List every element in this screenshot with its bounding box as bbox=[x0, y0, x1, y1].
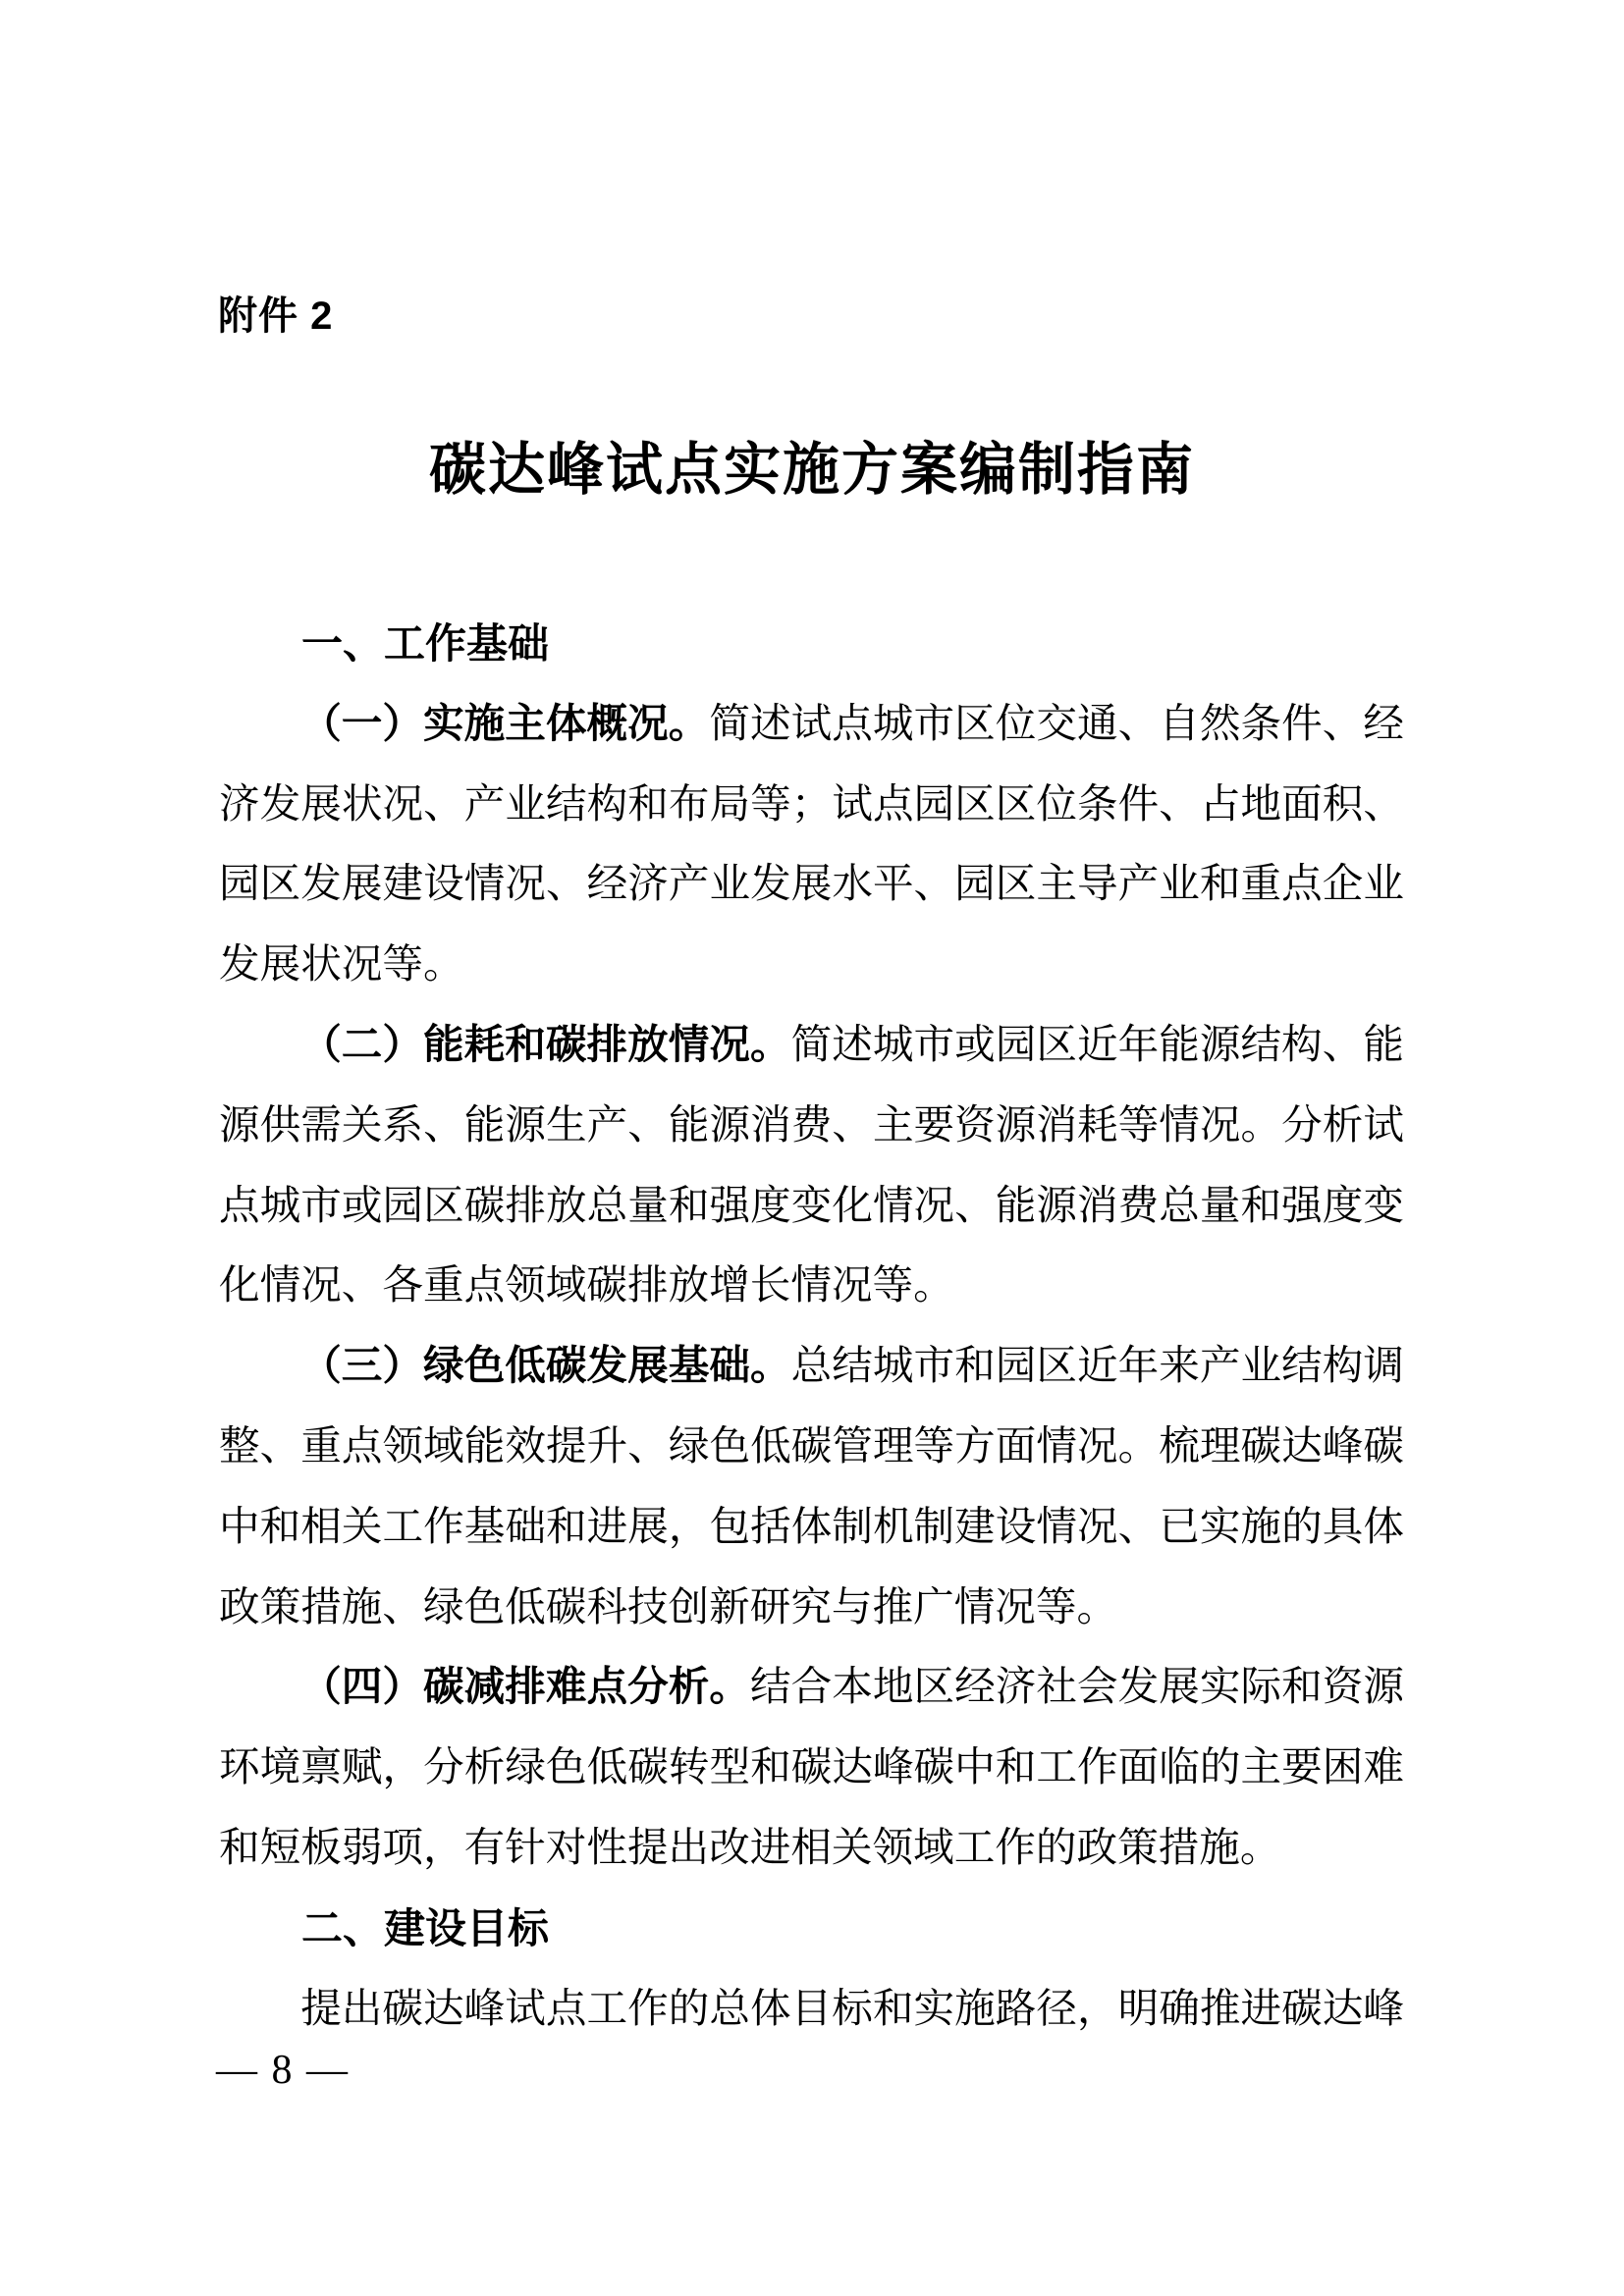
body-line bbox=[219, 1647, 1404, 1728]
line-text: 和短板弱项，有针对性提出改进相关领域工作的政策措施。 bbox=[219, 1824, 1281, 1870]
paragraph-lead: （一）实施主体概况。 bbox=[300, 700, 710, 746]
document-title: 碳达峰试点实施方案编制指南 bbox=[428, 438, 1195, 502]
line-text: 政策措施、绿色低碳科技创新研究与推广情况等。 bbox=[219, 1583, 1118, 1629]
line-text: 化情况、各重点领域碳排放增长情况等。 bbox=[219, 1262, 954, 1308]
line-text: 简述试点城市区位交通、自然条件、经 bbox=[709, 700, 1404, 746]
line-text: 整、重点领域能效提升、绿色低碳管理等方面情况。梳理碳达峰碳 bbox=[219, 1422, 1404, 1468]
body-line bbox=[219, 1166, 1404, 1247]
body-line bbox=[219, 1005, 1404, 1086]
section-heading-2 bbox=[219, 1889, 1404, 1969]
line-text: 中和相关工作基础和进展，包括体制机制建设情况、已实施的具体 bbox=[219, 1503, 1404, 1549]
paragraph-lead: （四）碳减排难点分析。 bbox=[300, 1664, 751, 1710]
line-text: 发展状况等。 bbox=[219, 941, 464, 988]
line-text: 济发展状况、产业结构和布局等；试点园区区位条件、占地面积、 bbox=[219, 780, 1404, 827]
line-text: 园区发展建设情况、经济产业发展水平、园区主导产业和重点企业 bbox=[219, 861, 1404, 907]
paragraph-lead: （三）绿色低碳发展基础。 bbox=[300, 1343, 791, 1389]
line-text: 环境禀赋，分析绿色低碳转型和碳达峰碳中和工作面临的主要困难 bbox=[219, 1744, 1404, 1790]
body-line bbox=[219, 1969, 1404, 2050]
section-heading-text: 一、工作基础 bbox=[301, 620, 550, 667]
attachment-label: 附件 2 bbox=[218, 294, 334, 338]
page-number: — 8 — bbox=[216, 2048, 350, 2093]
body-line bbox=[219, 1728, 1404, 1808]
line-text: 源供需关系、能源生产、能源消费、主要资源消耗等情况。分析试 bbox=[219, 1101, 1404, 1148]
line-text: 提出碳达峰试点工作的总体目标和实施路径，明确推进碳达峰 bbox=[300, 1985, 1404, 2031]
paragraph-lead: （二）能耗和碳排放情况。 bbox=[300, 1021, 791, 1067]
section-heading-text: 二、建设目标 bbox=[301, 1904, 550, 1951]
line-text: 结合本地区经济社会发展实际和资源 bbox=[750, 1664, 1404, 1710]
body-line bbox=[219, 1086, 1404, 1166]
line-text: 总结城市和园区近年来产业结构调 bbox=[790, 1343, 1404, 1389]
body-line bbox=[219, 1407, 1404, 1487]
document-body bbox=[219, 604, 1404, 2049]
body-line bbox=[219, 1568, 1404, 1648]
line-text: 简述城市或园区近年能源结构、能 bbox=[790, 1021, 1404, 1067]
body-line bbox=[219, 1808, 1404, 1889]
body-line bbox=[219, 1326, 1404, 1407]
line-text: 点城市或园区碳排放总量和强度变化情况、能源消费总量和强度变 bbox=[219, 1182, 1404, 1228]
body-line bbox=[219, 765, 1404, 845]
body-line bbox=[219, 684, 1404, 765]
section-heading-1 bbox=[219, 604, 1404, 684]
body-line bbox=[219, 925, 1404, 1005]
body-line bbox=[219, 1487, 1404, 1568]
body-line bbox=[219, 844, 1404, 925]
body-line bbox=[219, 1246, 1404, 1326]
